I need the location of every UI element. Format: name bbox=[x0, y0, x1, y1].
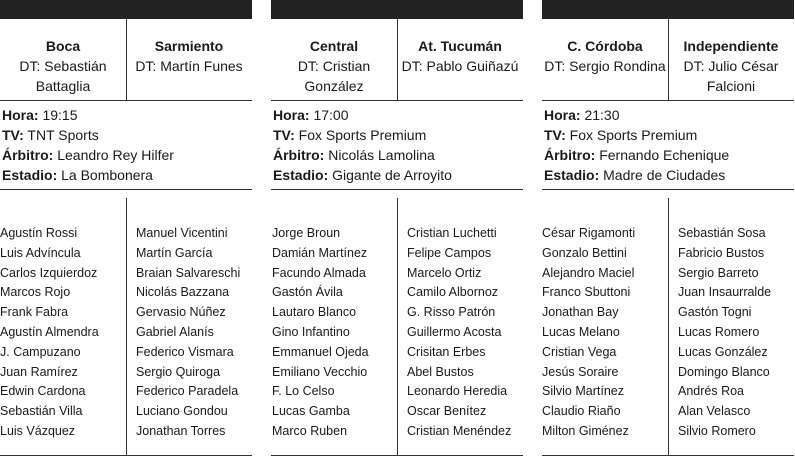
player-name: Alan Velasco bbox=[678, 404, 751, 419]
team-coach: DT: Martín Funes bbox=[135, 58, 243, 74]
info-tv-label: TV: bbox=[2, 127, 24, 143]
player-name: César Rigamonti bbox=[542, 226, 636, 240]
info-hora-label: Hora: bbox=[2, 107, 39, 123]
team-away bbox=[126, 36, 252, 76]
player-name: Lautaro Blanco bbox=[272, 305, 357, 320]
info-estadio-label: Estadio: bbox=[2, 167, 58, 183]
info-tv bbox=[273, 125, 452, 145]
player-name: Gino Infantino bbox=[272, 324, 350, 339]
info-arbitro-value: Leandro Rey Hilfer bbox=[57, 147, 174, 163]
column-divider bbox=[668, 198, 669, 455]
info-hora-value: 17:00 bbox=[313, 107, 349, 123]
player-name: Jonathan Torres bbox=[136, 423, 226, 438]
info-tv-value: Fox Sports Premium bbox=[298, 127, 427, 143]
player-name: Juan Insaurralde bbox=[678, 285, 772, 300]
info-arbitro-value: Nicolás Lamolina bbox=[328, 147, 435, 163]
player-list-away bbox=[678, 224, 771, 442]
player-name: Crisitan Erbes bbox=[407, 344, 486, 359]
team-home bbox=[271, 36, 397, 96]
player-name: Carlos Izquierdoz bbox=[0, 265, 98, 280]
player-name: Agustín Almendra bbox=[0, 324, 99, 339]
player-name: Juan Ramírez bbox=[0, 364, 78, 379]
player-name: Cristian Vega bbox=[542, 344, 617, 359]
player-name: Frank Fabra bbox=[0, 305, 69, 320]
info-tv-value: Fox Sports Premium bbox=[569, 127, 698, 143]
player-name: Leonardo Heredia bbox=[407, 384, 508, 399]
player-name: G. Risso Patrón bbox=[407, 305, 496, 320]
player-name: Gervasio Núñez bbox=[136, 305, 226, 320]
player-name: Guillermo Acosta bbox=[407, 324, 502, 339]
info-estadio bbox=[2, 165, 174, 185]
team-name: At. Tucumán bbox=[418, 38, 502, 54]
team-home bbox=[0, 36, 126, 96]
team-coach: DT: Sebastián Battaglia bbox=[19, 58, 107, 94]
player-name: Sebastián Sosa bbox=[678, 226, 766, 240]
divider bbox=[0, 455, 252, 456]
team-away bbox=[668, 36, 794, 96]
player-name: Gonzalo Bettini bbox=[542, 245, 627, 260]
info-arbitro-value: Fernando Echenique bbox=[599, 147, 730, 163]
info-hora-label: Hora: bbox=[273, 107, 310, 123]
info-arbitro bbox=[273, 145, 452, 165]
match-card bbox=[271, 0, 523, 457]
player-name: Jonathan Bay bbox=[542, 305, 619, 320]
info-hora-label: Hora: bbox=[544, 107, 581, 123]
match-card bbox=[0, 0, 252, 457]
match-card bbox=[542, 0, 794, 457]
team-coach: DT: Cristian González bbox=[297, 58, 371, 94]
team-coach: DT: Julio César Falcioni bbox=[683, 58, 779, 94]
divider bbox=[542, 189, 794, 190]
divider bbox=[271, 189, 523, 190]
player-name: Gabriel Alanís bbox=[136, 324, 214, 339]
player-name: Milton Giménez bbox=[542, 423, 629, 438]
player-name: Emmanuel Ojeda bbox=[272, 344, 369, 359]
player-name: Emiliano Vecchio bbox=[272, 364, 368, 379]
info-arbitro-label: Árbitro: bbox=[273, 147, 325, 163]
player-name: Nicolás Bazzana bbox=[136, 285, 230, 300]
info-tv-label: TV: bbox=[544, 127, 566, 143]
player-name: Sergio Quiroga bbox=[136, 364, 221, 379]
player-name: Alejandro Maciel bbox=[542, 265, 635, 280]
info-arbitro-label: Árbitro: bbox=[2, 147, 54, 163]
info-estadio-value: La Bombonera bbox=[61, 167, 153, 183]
info-hora bbox=[2, 105, 174, 125]
team-name: Boca bbox=[45, 38, 81, 54]
player-list-home bbox=[542, 224, 635, 442]
player-name: Silvio Martínez bbox=[542, 384, 624, 399]
column-divider bbox=[126, 198, 127, 455]
card-header-bar bbox=[271, 0, 523, 19]
player-name: Luis Advíncula bbox=[0, 245, 81, 260]
match-info bbox=[273, 105, 452, 185]
divider bbox=[271, 455, 523, 456]
player-name: Felipe Campos bbox=[407, 245, 492, 260]
info-tv-value: TNT Sports bbox=[27, 127, 99, 143]
divider bbox=[271, 100, 523, 101]
player-name: Manuel Vicentini bbox=[136, 226, 228, 240]
player-name: Marco Ruben bbox=[272, 423, 348, 438]
player-name: Braian Salvareschi bbox=[136, 265, 241, 280]
player-name: Edwin Cardona bbox=[0, 384, 86, 399]
player-name: Jesús Soraire bbox=[542, 364, 619, 379]
info-arbitro bbox=[544, 145, 729, 165]
match-info bbox=[544, 105, 729, 185]
team-name: Independiente bbox=[683, 38, 779, 54]
column-divider bbox=[397, 198, 398, 455]
player-list-home bbox=[272, 224, 369, 442]
info-estadio-value: Madre de Ciudades bbox=[603, 167, 726, 183]
info-arbitro-label: Árbitro: bbox=[544, 147, 596, 163]
team-coach: DT: Pablo Guiñazú bbox=[401, 58, 519, 74]
team-name: Sarmiento bbox=[154, 38, 224, 54]
player-name: Facundo Almada bbox=[272, 265, 366, 280]
info-tv bbox=[544, 125, 729, 145]
info-estadio-value: Gigante de Arroyito bbox=[332, 167, 452, 183]
player-name: Damián Martínez bbox=[272, 245, 368, 260]
player-name: Domingo Blanco bbox=[678, 364, 770, 379]
player-list-away bbox=[136, 224, 240, 442]
player-name: Sergio Barreto bbox=[678, 265, 759, 280]
player-name: Martín García bbox=[136, 245, 213, 260]
info-estadio-label: Estadio: bbox=[544, 167, 600, 183]
player-name: Gastón Ávila bbox=[272, 285, 343, 300]
player-name: Marcelo Ortiz bbox=[407, 265, 482, 280]
player-name: Lucas Gamba bbox=[272, 404, 350, 419]
player-name: Agustín Rossi bbox=[0, 226, 78, 240]
player-name: J. Campuzano bbox=[0, 344, 81, 359]
info-arbitro bbox=[2, 145, 174, 165]
info-hora bbox=[273, 105, 452, 125]
player-name: Lucas Melano bbox=[542, 324, 620, 339]
team-name: C. Córdoba bbox=[567, 38, 643, 54]
card-header-bar bbox=[542, 0, 794, 19]
player-name: Luis Vázquez bbox=[0, 423, 76, 438]
player-name: Camilo Albornoz bbox=[407, 285, 499, 300]
player-name: Cristian Luchetti bbox=[407, 226, 497, 240]
player-name: Gastón Togni bbox=[678, 305, 752, 320]
info-estadio bbox=[273, 165, 452, 185]
info-tv-label: TV: bbox=[273, 127, 295, 143]
player-name: Marcos Rojo bbox=[0, 285, 71, 300]
info-hora-value: 19:15 bbox=[42, 107, 78, 123]
player-name: Abel Bustos bbox=[407, 364, 474, 379]
info-estadio bbox=[544, 165, 729, 185]
info-estadio-label: Estadio: bbox=[273, 167, 329, 183]
team-away bbox=[397, 36, 523, 76]
card-header-bar bbox=[0, 0, 252, 19]
info-hora-value: 21:30 bbox=[584, 107, 620, 123]
player-name: F. Lo Celso bbox=[272, 384, 335, 399]
divider bbox=[542, 455, 794, 456]
divider bbox=[0, 100, 252, 101]
player-name: Sebastián Villa bbox=[0, 404, 83, 419]
divider bbox=[542, 100, 794, 101]
player-name: Cristian Menéndez bbox=[407, 423, 512, 438]
player-name: Federico Vismara bbox=[136, 344, 234, 359]
info-hora bbox=[544, 105, 729, 125]
player-list-away bbox=[407, 224, 511, 442]
player-name: Federico Paradela bbox=[136, 384, 239, 399]
player-name: Oscar Benítez bbox=[407, 404, 487, 419]
team-name: Central bbox=[309, 38, 359, 54]
player-name: Claudio Riaño bbox=[542, 404, 621, 419]
player-name: Andrés Roa bbox=[678, 384, 745, 399]
divider bbox=[0, 189, 252, 190]
player-name: Silvio Romero bbox=[678, 423, 756, 438]
player-name: Luciano Gondou bbox=[136, 404, 228, 419]
player-name: Franco Sbuttoni bbox=[542, 285, 631, 300]
team-coach: DT: Sergio Rondina bbox=[544, 58, 666, 74]
player-name: Fabricio Bustos bbox=[678, 245, 765, 260]
team-home bbox=[542, 36, 668, 76]
player-name: Lucas Romero bbox=[678, 324, 760, 339]
info-tv bbox=[2, 125, 174, 145]
player-name: Lucas González bbox=[678, 344, 768, 359]
match-info bbox=[2, 105, 174, 185]
player-name: Jorge Broun bbox=[272, 226, 341, 240]
player-list-home bbox=[0, 224, 99, 442]
